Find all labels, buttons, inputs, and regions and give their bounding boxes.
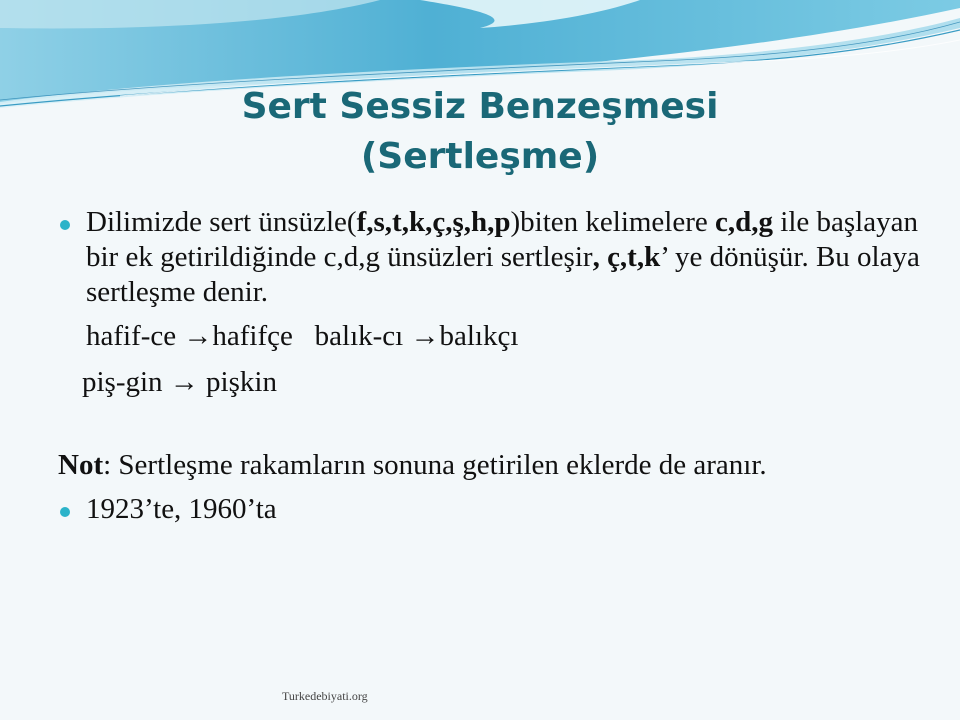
footer-source: Turkedebiyati.org — [282, 689, 368, 703]
slide-content — [56, 205, 926, 527]
bullet-dot-icon — [60, 507, 70, 517]
slide-title — [0, 82, 960, 182]
rule-text-c: ile başlayan bir ek getirildiğinde c,d,g ünsüzleri sertleşir — [86, 206, 918, 273]
bullet-dot-icon — [60, 220, 70, 230]
example-line-1 — [86, 319, 926, 354]
bullet-years — [56, 492, 926, 527]
bullet-rule — [56, 205, 926, 310]
title-line-2: (Sertleşme) — [360, 136, 600, 177]
example-line-2 — [82, 365, 926, 400]
example-piskin: piş-gin → pişkin — [82, 366, 277, 398]
soft-consonants: c,d,g — [715, 206, 774, 238]
rule-text-d: ’ ye dönüşür. Bu olaya sertleşme denir. — [86, 241, 920, 308]
title-line-1: Sert Sessiz Benzeşmesi — [241, 86, 719, 127]
spacer — [56, 400, 926, 448]
example-hafifce: hafif-ce →hafifçe — [86, 320, 293, 352]
rule-text-a: Dilimizde sert ünsüzle( — [86, 206, 357, 238]
note-text: : Sertleşme rakamların sonuna getirilen eklerde de aranır. — [103, 449, 767, 481]
example-balikci: balık-cı →balıkçı — [314, 320, 519, 352]
years-example: 1923’te, 1960’ta — [86, 493, 277, 525]
note-paragraph — [58, 448, 926, 483]
hard-consonants: f,s,t,k,ç,ş,h,p — [356, 206, 511, 238]
note-label: Not — [58, 449, 104, 481]
rule-text-b: )biten kelimelere — [510, 206, 716, 238]
result-consonants: , ç,t,k — [592, 241, 661, 273]
